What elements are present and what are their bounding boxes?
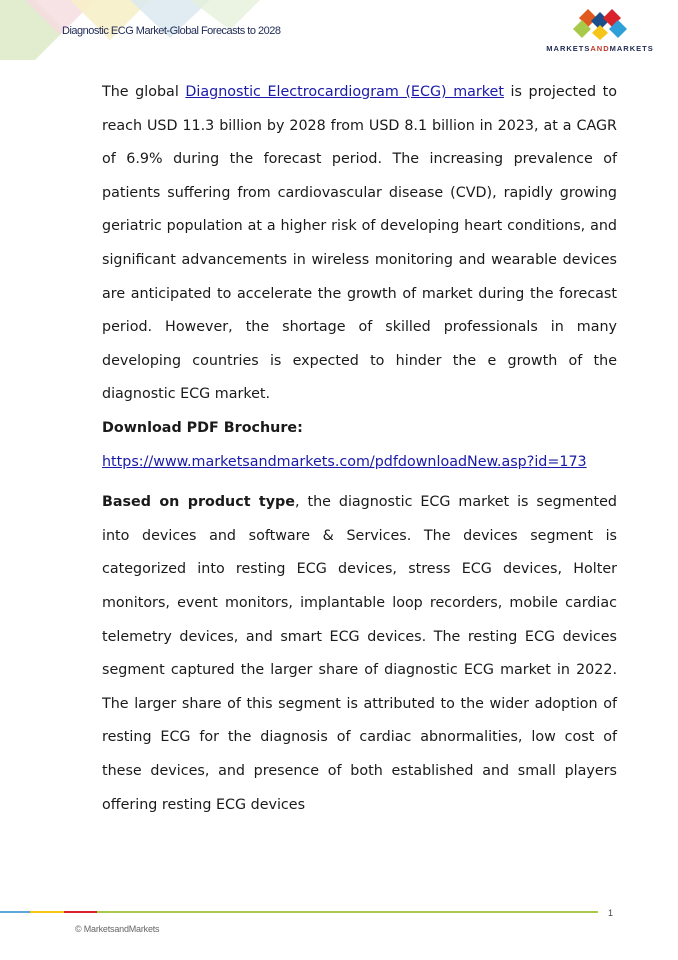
company-logo [540, 7, 660, 52]
download-heading: Download PDF Brochure: [102, 420, 303, 436]
copyright-text: © MarketsandMarkets [75, 924, 160, 934]
intro-paragraph: The global Diagnostic Electrocardiogram (ECG) market is projected to reach USD 11.3 billion by 2028 from USD 8.1 billion in 2023, at a CAGR of 6.9% during the forecast period. The increasing prevalence of patients suffering from cardiovascular disease (CVD), rapidly growing geriatric population at a higher risk of developing heart conditions, and significant advancements in wireless monitoring and wearable devices are anticipated to accelerate the growth of market during the forecast period. However, the shortage of skilled professionals in many developing countries is expected to hinder the e growth of the diagnostic ECG market. [102, 84, 617, 403]
article-body [102, 76, 617, 822]
report-title: Diagnostic ECG Market-Global Forecasts to 2028 [62, 25, 281, 37]
page-number: 1 [608, 908, 614, 918]
logo-diamonds-icon [568, 7, 632, 41]
footer-color-bar [0, 910, 598, 914]
market-link[interactable]: Diagnostic Electrocardiogram (ECG) market [185, 84, 504, 100]
product-type-paragraph: Based on product type, the diagnostic ECG market is segmented into devices and software & Services. The devices segment is categorized into resting ECG devices, stress ECG devices, Holter monitors, event monitors, implantable loop recorders, mobile cardiac telemetry devices, and smart ECG devices. The resting ECG devices segment captured the larger share of diagnostic ECG market in 2022. The larger share of this segment is attributed to the wider adoption of resting ECG for the diagnosis of cardiac abnormalities, low cost of these devices, and presence of both established and small players offering resting ECG devices [102, 494, 617, 813]
brochure-link[interactable]: https://www.marketsandmarkets.com/pdfdownloadNew.asp?id=173 [102, 453, 587, 470]
logo-wordmark: MARKETSANDMARKETS [546, 44, 654, 53]
